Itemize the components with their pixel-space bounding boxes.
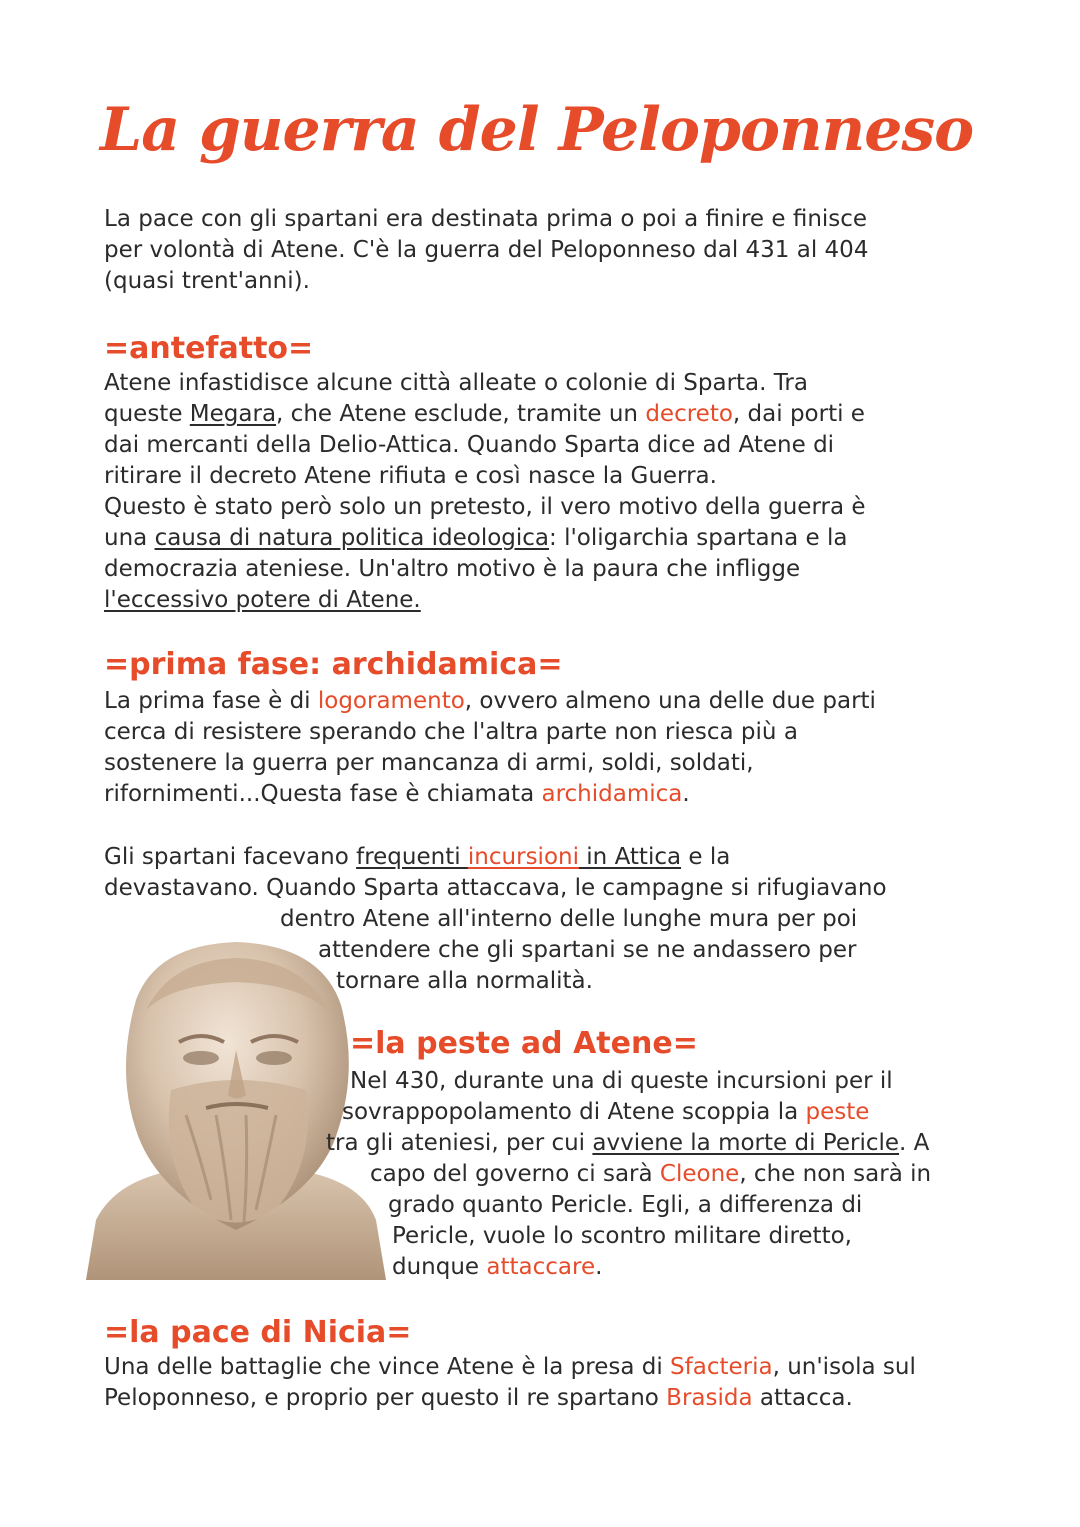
text-line: attendere che gli spartani se ne andassero per: [318, 937, 857, 963]
keyword-morte-pericle: avviene la morte di Pericle: [592, 1130, 900, 1156]
keyword-megara: Megara: [189, 401, 277, 427]
text-line: ritirare il decreto Atene rifiuta e così nasce la Guerra.: [104, 463, 717, 489]
text-line: grado quanto Pericle. Egli, a differenza di: [388, 1192, 863, 1218]
text-line: cerca di resistere sperando che l'altra parte non riesca più a: [104, 719, 798, 745]
nicia-paragraph: [104, 1352, 916, 1414]
text-line: La prima fase è di logoramento, ovvero almeno una delle due parti: [104, 688, 876, 714]
text-line: democrazia ateniese. Un'altro motivo è la paura che infligge: [104, 556, 801, 582]
text-line: Questo è stato però solo un pretesto, il vero motivo della guerra è: [104, 494, 866, 520]
text-line: dai mercanti della Delio-Attica. Quando Sparta dice ad Atene di: [104, 432, 835, 458]
keyword-causa-politica: causa di natura politica ideologica: [154, 525, 550, 551]
text-line: capo del governo ci sarà Cleone, che non sarà in: [370, 1161, 932, 1187]
peste-paragraph: [326, 1066, 932, 1283]
text-line: [104, 585, 866, 616]
text-line: una causa di natura politica ideologica: l'oligarchia spartana e la: [104, 525, 848, 551]
keyword-brasida: Brasida: [666, 1385, 753, 1411]
text-line: (quasi trent'anni).: [104, 268, 310, 294]
keyword-incursioni: incursioni: [467, 844, 579, 870]
text-line: dunque attaccare.: [392, 1254, 603, 1280]
heading-pace-nicia: =la pace di Nicia=: [104, 1315, 412, 1350]
text-line: rifornimenti...Questa fase è chiamata archidamica.: [104, 781, 690, 807]
keyword-archidamica: archidamica: [541, 781, 683, 807]
text-line: devastavano. Quando Sparta attaccava, le campagne si rifugiavano: [104, 875, 887, 901]
text-line: tra gli ateniesi, per cui avviene la morte di Pericle. A: [326, 1130, 930, 1156]
text-line: sostenere la guerra per mancanza di armi, soldi, soldati,: [104, 750, 754, 776]
keyword-logoramento: logoramento: [317, 688, 465, 714]
keyword-peste: peste: [805, 1099, 870, 1125]
text-line: Una delle battaglie che vince Atene è la presa di Sfacteria, un'isola sul: [104, 1354, 916, 1380]
keyword-decreto: decreto: [645, 401, 733, 427]
text-line: dentro Atene all'interno delle lunghe mura per poi: [280, 906, 858, 932]
text-line: queste Megara, che Atene esclude, tramite un decreto, dai porti e: [104, 401, 865, 427]
prima-fase-paragraph: [104, 686, 876, 810]
text-line: Pericle, vuole lo scontro militare diretto,: [392, 1223, 852, 1249]
text-line: Atene infastidisce alcune città alleate o colonie di Sparta. Tra: [104, 370, 808, 396]
keyword-cleone: Cleone: [659, 1161, 740, 1187]
antefatto-paragraph: [104, 368, 866, 616]
text-line: Peloponneso, e proprio per questo il re spartano Brasida attacca.: [104, 1385, 853, 1411]
keyword-sfacteria: Sfacteria: [670, 1354, 773, 1380]
text-line: per volontà di Atene. C'è la guerra del Peloponneso dal 431 al 404: [104, 237, 869, 263]
heading-peste: =la peste ad Atene=: [350, 1026, 698, 1061]
heading-prima-fase: =prima fase: archidamica=: [104, 647, 563, 682]
text-line: sovrappopolamento di Atene scoppia la peste: [342, 1099, 870, 1125]
keyword-attaccare: attaccare: [486, 1254, 596, 1280]
keyword-potere-atene: l'eccessivo potere di Atene.: [104, 587, 421, 613]
intro-paragraph: [104, 204, 868, 297]
heading-antefatto: =antefatto=: [104, 331, 314, 366]
text-line: Gli spartani facevano frequenti incursioni in Attica e la: [104, 844, 731, 870]
text-line: La pace con gli spartani era destinata prima o poi a finire e finisce: [104, 206, 868, 232]
text-line: tornare alla normalità.: [336, 968, 593, 994]
text-line: Nel 430, durante una di queste incursioni per il: [350, 1068, 893, 1094]
page-title: La guerra del Peloponneso: [100, 95, 974, 165]
